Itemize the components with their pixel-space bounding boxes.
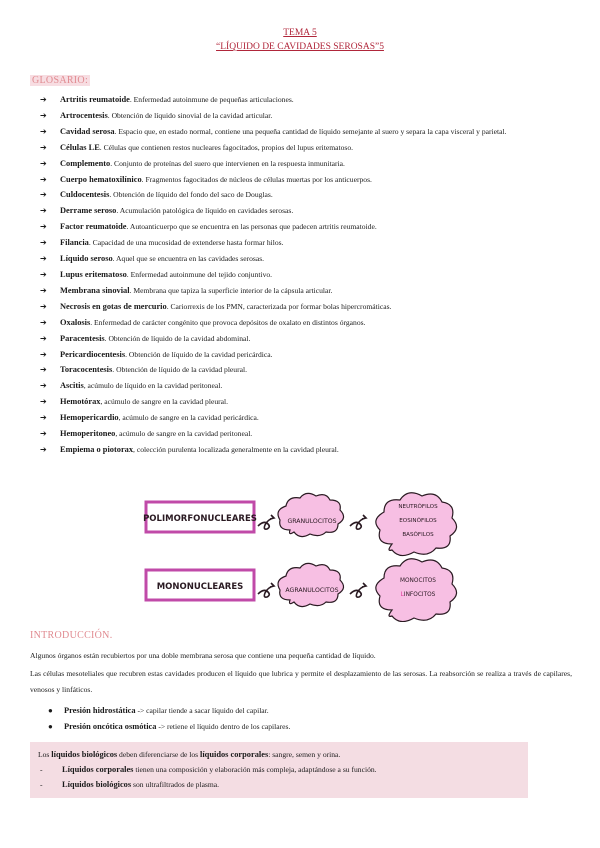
- arrow-right-icon: ➔: [40, 349, 47, 359]
- glossary-item: [30, 140, 578, 156]
- glossary-term: Membrana sinovial: [60, 285, 130, 295]
- arrow-right-icon: ➔: [40, 126, 47, 136]
- label-granulocytes: GRANULOCITOS: [287, 518, 337, 525]
- arrow-right-icon: ➔: [40, 333, 47, 343]
- glossary-item: [30, 442, 578, 458]
- glossary-item: [30, 315, 578, 331]
- arrow-right-icon: ➔: [40, 365, 47, 375]
- glossary-item: [30, 362, 578, 378]
- arrow-right-icon: ➔: [40, 397, 47, 407]
- arrow-right-icon: ➔: [40, 444, 47, 454]
- glossary-definition: . Enfermedad de carácter congénito que provoca depósitos de oxalato en distintos órganos.: [90, 317, 366, 327]
- cloud-agranulocytes: [278, 563, 344, 606]
- bullet-text: -> capilar tiende a sacar líquido del capilar.: [135, 706, 269, 715]
- glossary-term: Hemotórax: [60, 397, 101, 407]
- arrow-right-icon: ➔: [40, 413, 47, 423]
- glossary-item: [30, 251, 578, 267]
- glossary-definition: , acúmulo de sangre en la cavidad pericárdica.: [118, 413, 259, 423]
- glossary-term: Culdocentesis: [60, 190, 110, 200]
- glossary-term: Derrame seroso: [60, 206, 117, 216]
- glossary-definition: . Conjunto de proteínas del suero que intervienen en la respuesta inmunitaria.: [110, 158, 345, 168]
- glossary-item: [30, 299, 578, 315]
- arrow-icon: [258, 583, 274, 597]
- pressure-list: [30, 703, 290, 734]
- intro-paragraph-2: Las células mesoteliales que recubren estas cavidades producen el líquido que lubrica y permite el desplazamiento de las serosas. La reabsorción se realiza a través de capilares, venosos y linfáticos.: [30, 669, 572, 694]
- glossary-definition: . Obtención de líquido de la cavidad pleural.: [112, 365, 248, 375]
- glossary-term: Lupus eritematoso: [60, 269, 127, 279]
- arrow-right-icon: ➔: [40, 285, 47, 295]
- glossary-term: Células LE: [60, 142, 100, 152]
- cloud-granulocyte-types: [376, 493, 457, 556]
- list-item: ● Presión hidrostática -> capilar tiende a sacar líquido del capilar.: [48, 706, 269, 715]
- glossary-list: [30, 92, 578, 458]
- glossary-term: Complemento: [60, 158, 111, 168]
- document-title: “LÍQUIDO DE CAVIDADES SEROSAS”5: [216, 42, 384, 52]
- glossary-definition: . Obtención de líquido sinovial de la cavidad articular.: [107, 110, 273, 120]
- arrow-right-icon: ➔: [40, 142, 47, 152]
- intro-paragraph-1: Algunos órganos están recubiertos por una doble membrana serosa que contiene una pequeña cantidad de líquido.: [30, 651, 376, 660]
- arrow-right-icon: ➔: [40, 174, 47, 184]
- glossary-term: Artritis reumatoide: [60, 95, 130, 104]
- glossary-term: Paracentesis: [60, 333, 105, 343]
- glossary-term: Cavidad serosa: [60, 126, 115, 136]
- arrow-right-icon: ➔: [40, 158, 47, 168]
- glossary-definition: . Obtención de líquido del fondo del saco de Douglas.: [109, 190, 273, 200]
- arrow-icon: [350, 515, 366, 529]
- arrow-icon: [350, 583, 366, 597]
- bullet-text: -> retiene el líquido dentro de los capilares.: [156, 721, 291, 731]
- glossary-definition: . Enfermedad autoinmune de pequeñas articulaciones.: [129, 95, 294, 104]
- list-item: - Líquidos corporales tienen una composición y elaboración más compleja, adaptándose a su función.: [40, 765, 377, 774]
- glossary-term: Oxalosis: [60, 317, 91, 327]
- label-monocytes: MONOCITOS: [399, 578, 437, 584]
- glossary-item: [30, 410, 578, 426]
- glossary-definition: . Cariorrexis de los PMN, caracterizada por formar bolas hipercromáticas.: [166, 301, 392, 311]
- cloud-agranulocyte-types: [376, 559, 457, 622]
- glossary-term: Artrocentesis: [60, 110, 108, 120]
- list-item: ● Presión oncótica osmótica -> retiene el líquido dentro de los capilares.: [48, 721, 291, 731]
- arrow-right-icon: ➔: [40, 238, 47, 248]
- glossary-term: Hemopericardio: [60, 413, 119, 423]
- glossary-term: Factor reumatoide: [60, 222, 127, 232]
- glossary-term: Cuerpo hematoxilínico: [60, 174, 142, 184]
- glossary-item: [30, 156, 578, 172]
- note-main: Los líquidos biológicos deben diferenciarse de los líquidos corporales: sangre, semen y orina.: [38, 750, 341, 759]
- glossary-definition: . Obtención de líquido de la cavidad pericárdica.: [125, 349, 273, 359]
- glossary-term: Pericardiocentesis: [60, 349, 126, 359]
- glossary-item: [30, 124, 578, 140]
- arrow-right-icon: ➔: [40, 301, 47, 311]
- glossary-definition: . Membrana que tapiza la superficie interior de la cápsula articular.: [129, 285, 333, 295]
- glossary-item: [30, 235, 578, 251]
- arrow-right-icon: ➔: [40, 110, 47, 120]
- glossary-item: [30, 347, 578, 363]
- glossary-definition: , acúmulo de sangre en la cavidad pleural.: [100, 397, 229, 407]
- glossary-definition: , colección purulenta localizada generalmente en la cavidad pleural.: [133, 444, 339, 454]
- glossary-term: Líquido seroso: [60, 254, 113, 264]
- glossary-term: Ascitis: [60, 381, 84, 391]
- glossary-definition: . Enfermedad autoinmune del tejido conjuntivo.: [126, 269, 273, 279]
- label-lymphocytes: LINFOCITOS: [400, 592, 436, 598]
- glossary-definition: . Aquel que se encuentra en las cavidades serosas.: [112, 254, 265, 264]
- arrow-right-icon: ➔: [40, 222, 47, 232]
- glossary-term: Filancia: [60, 238, 89, 248]
- label-mononuclear: MONONUCLEARES: [156, 582, 244, 592]
- glossary-term: Empiema o piotorax: [60, 444, 134, 454]
- glossary-definition: . Acumulación patológica de líquido en cavidades serosas.: [116, 206, 294, 216]
- arrow-right-icon: ➔: [40, 381, 47, 391]
- label-basophils: BASÓFILOS: [402, 532, 434, 538]
- bullet-term: Presión oncótica osmótica: [64, 721, 157, 731]
- glossary-item: [30, 108, 578, 124]
- arrow-right-icon: ➔: [40, 269, 47, 279]
- glossary-definition: . Células que contienen restos nucleares fagocitados, propios del lupus eritematoso.: [99, 142, 354, 152]
- glossary-definition: , acúmulo de sangre en la cavidad peritoneal.: [115, 429, 253, 439]
- glossary-item: [30, 426, 578, 442]
- cloud-granulocytes: [278, 493, 344, 536]
- arrow-right-icon: ➔: [40, 206, 47, 216]
- arrow-right-icon: ➔: [40, 190, 47, 200]
- glossary-term: Necrosis en gotas de mercurio: [60, 301, 167, 311]
- label-eosinophils: EOSINÓFILOS: [399, 518, 437, 524]
- glossary-definition: . Fragmentos fagocitados de núcleos de células muertas por los anticuerpos.: [141, 174, 372, 184]
- glossary-heading: GLOSARIO:: [32, 75, 89, 86]
- glossary-term: Toracocentesis: [60, 365, 113, 375]
- glossary-definition: . Obtención de líquido de la cavidad abdominal.: [104, 333, 251, 343]
- glossary-item: [30, 187, 578, 203]
- list-item: - Líquidos biológicos son ultrafiltrados de plasma.: [40, 780, 220, 789]
- glossary-item: [30, 172, 578, 188]
- glossary-item: [30, 378, 578, 394]
- leukocyte-diagram: [140, 492, 480, 622]
- glossary-definition: . Capacidad de una mucosidad de extenderse hasta formar hilos.: [88, 238, 284, 248]
- bullet-term: Presión hidrostática: [64, 706, 136, 715]
- glossary-item: [30, 203, 578, 219]
- arrow-right-icon: ➔: [40, 429, 47, 439]
- glossary-item: [30, 394, 578, 410]
- note-box: [30, 742, 528, 798]
- glossary-item: [30, 283, 578, 299]
- topic-number: TEMA 5: [283, 28, 317, 38]
- label-agranulocytes: AGRANULOCITOS: [285, 587, 339, 594]
- label-neutrophils: NEUTRÓFILOS: [398, 504, 438, 510]
- glossary-item: [30, 267, 578, 283]
- glossary-definition: . Espacio que, en estado normal, contiene una pequeña cantidad de líquido semejante al suero y separa la capa visceral y parietal.: [114, 126, 507, 136]
- glossary-definition: . Autoanticuerpo que se encuentra en las personas que padecen artritis reumatoide.: [126, 222, 377, 232]
- label-polymorphonuclear: POLIMORFONUCLEARES: [143, 514, 257, 524]
- arrow-right-icon: ➔: [40, 317, 47, 327]
- intro-heading: INTRODUCCIÓN.: [30, 630, 113, 641]
- glossary-item: [30, 92, 578, 108]
- arrow-right-icon: ➔: [40, 95, 47, 104]
- glossary-item: [30, 331, 578, 347]
- glossary-item: [30, 219, 578, 235]
- arrow-icon: [258, 515, 274, 529]
- glossary-term: Hemoperitoneo: [60, 429, 116, 439]
- glossary-definition: , acúmulo de líquido en la cavidad peritoneal.: [83, 381, 223, 391]
- arrow-right-icon: ➔: [40, 254, 47, 264]
